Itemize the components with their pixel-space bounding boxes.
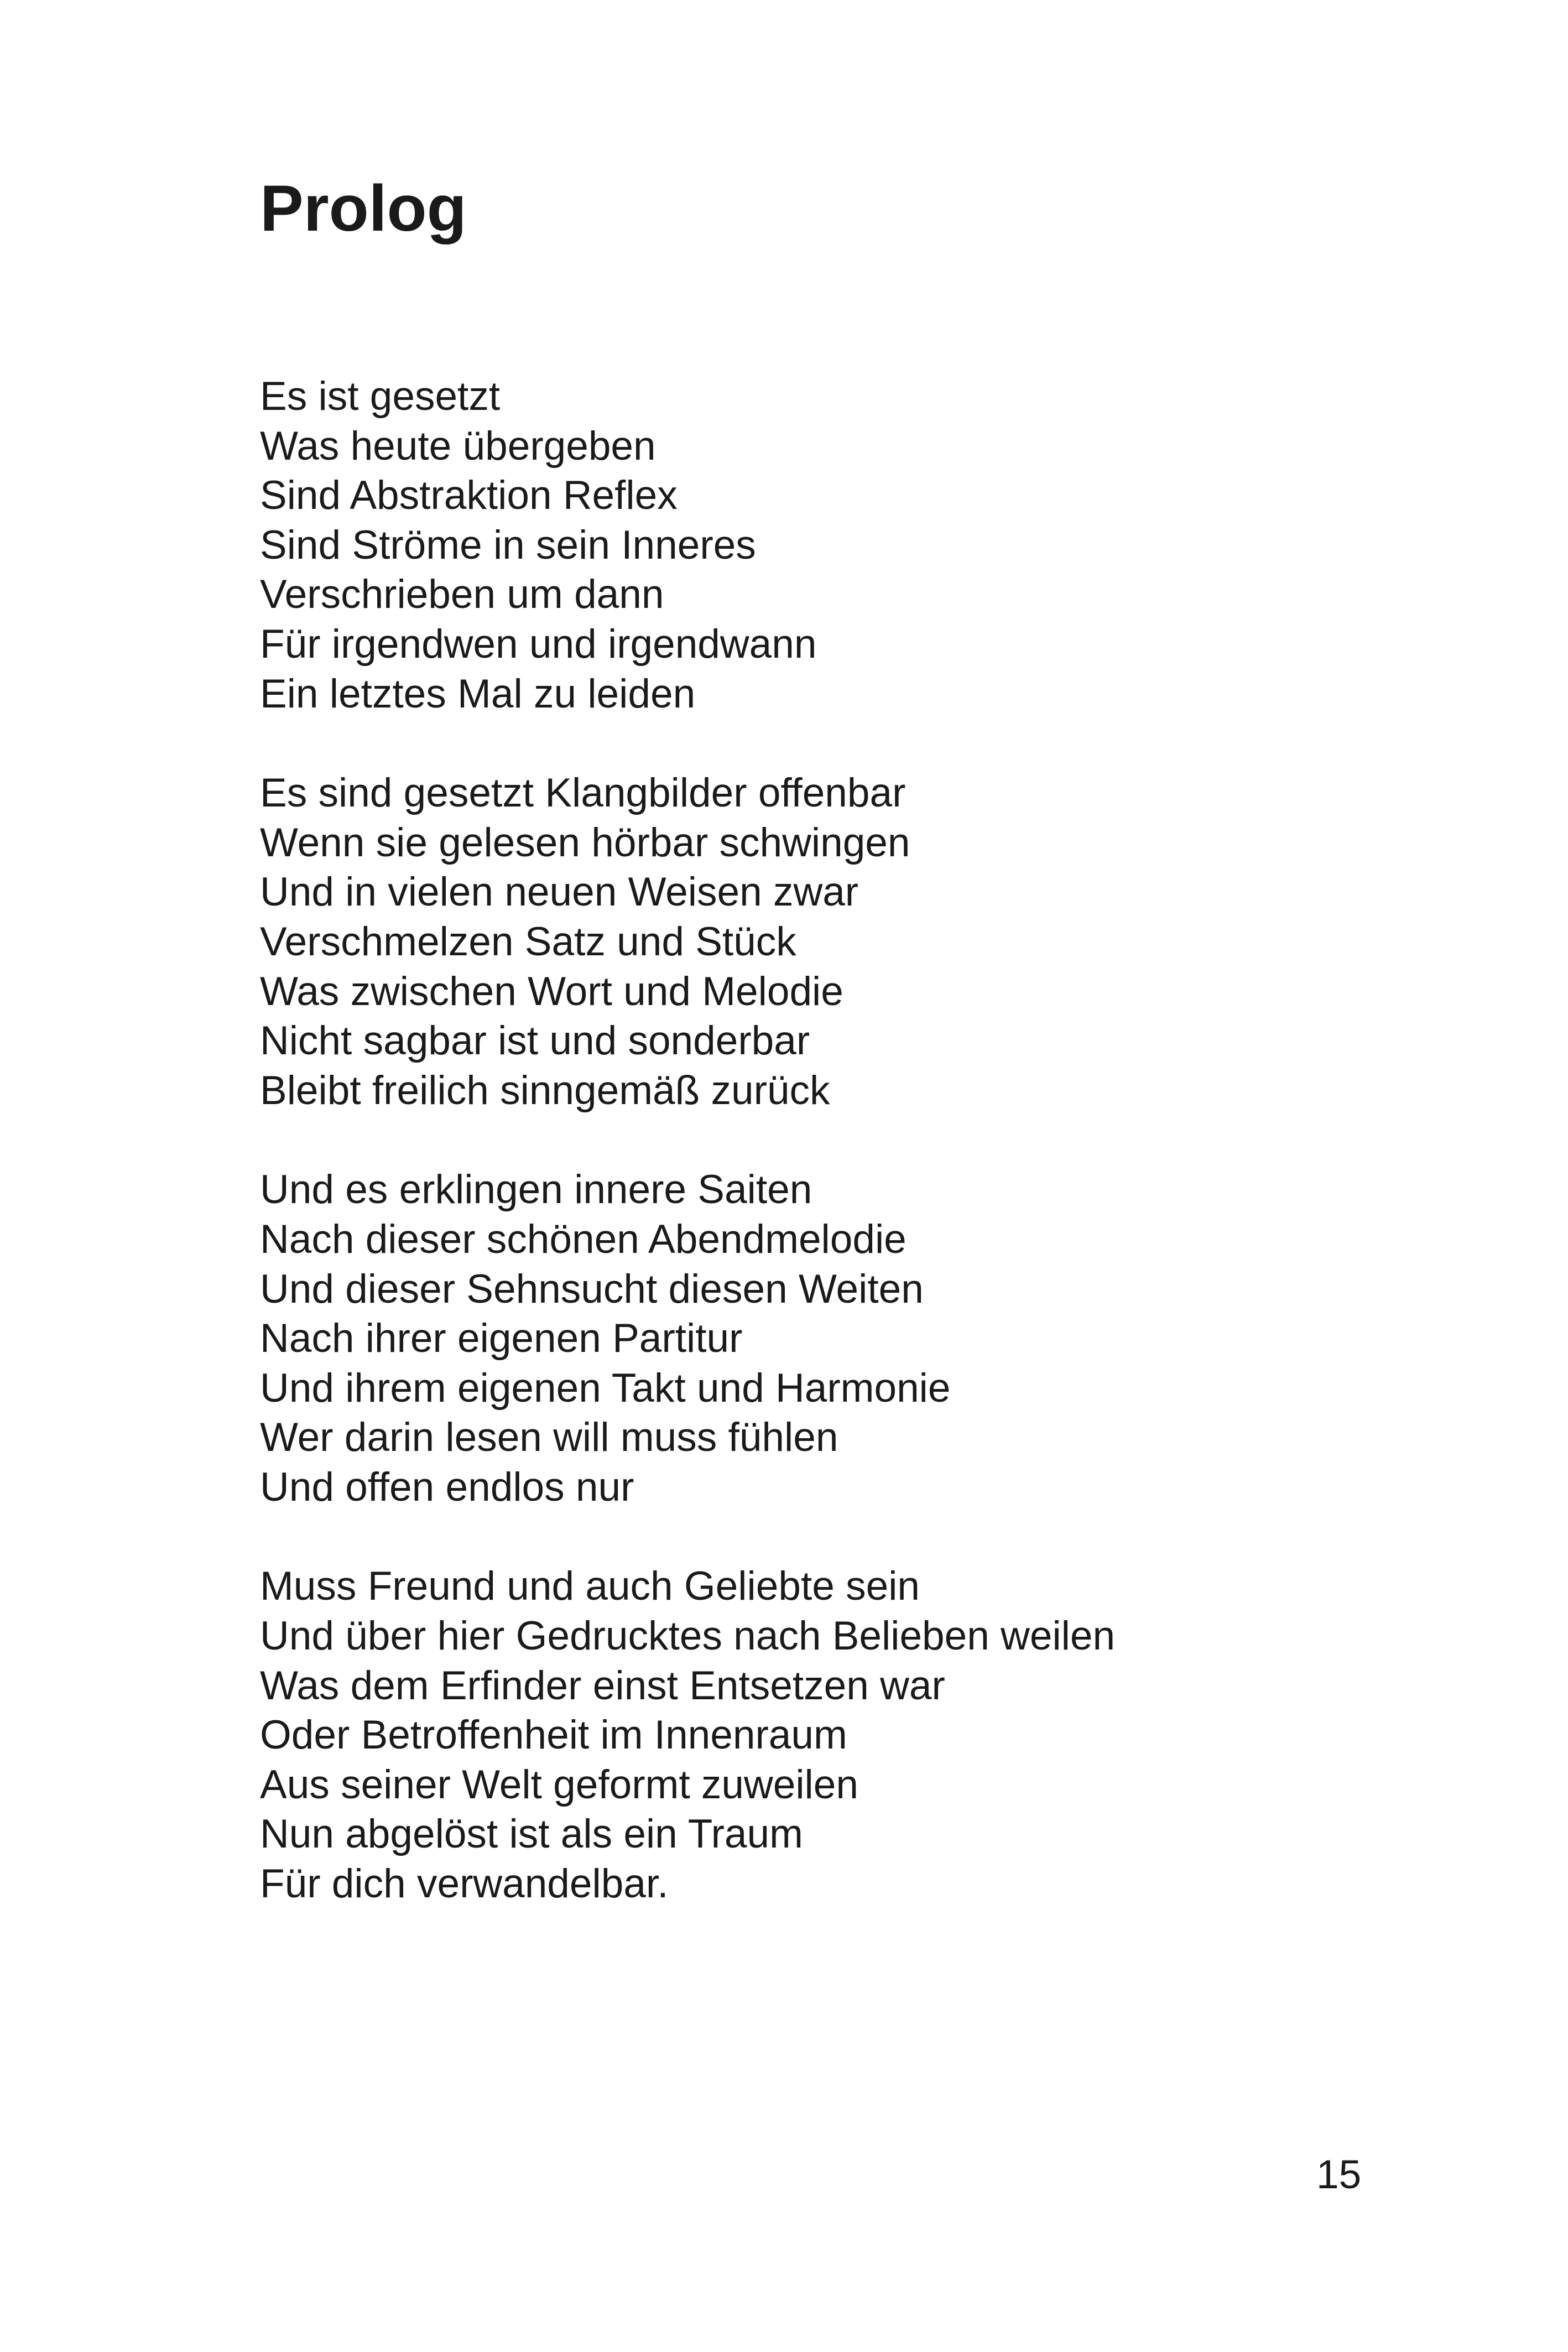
- poem-line: Sind Abstraktion Reflex: [260, 473, 678, 518]
- poem-line: Nun abgelöst ist als ein Traum: [260, 1812, 803, 1857]
- stanza-1: [260, 372, 1366, 719]
- poem-line: Nicht sagbar ist und sonderbar: [260, 1018, 810, 1064]
- poem-line: Wenn sie gelesen hörbar schwingen: [260, 820, 910, 865]
- poem-line: Wer darin lesen will muss fühlen: [260, 1415, 838, 1460]
- poem-line: Verschrieben um dann: [260, 572, 664, 617]
- page-number: 15: [1316, 2152, 1362, 2197]
- poem-line: Und über hier Gedrucktes nach Belieben weilen: [260, 1614, 1116, 1659]
- stanza-2: [260, 768, 1366, 1115]
- poem-line: Für irgendwen und irgendwann: [260, 621, 817, 667]
- page-title: Prolog: [260, 172, 467, 245]
- stanza-4: [260, 1562, 1366, 1908]
- poem-line: Und ihrem eigenen Takt und Harmonie: [260, 1365, 951, 1411]
- poem-line: Was zwischen Wort und Melodie: [260, 969, 843, 1014]
- poem-line: Muss Freund und auch Geliebte sein: [260, 1564, 920, 1609]
- poem-line: Nach dieser schönen Abendmelodie: [260, 1216, 907, 1262]
- poem-line: Bleibt freilich sinngemäß zurück: [260, 1068, 830, 1113]
- poem-line: Oder Betroffenheit im Innenraum: [260, 1713, 847, 1758]
- poem-line: Und dieser Sehnsucht diesen Weiten: [260, 1266, 924, 1312]
- poem-line: Aus seiner Welt geformt zuweilen: [260, 1762, 858, 1807]
- poem-line: Und in vielen neuen Weisen zwar: [260, 870, 859, 915]
- stanza-3: [260, 1165, 1366, 1512]
- poem-line: Verschmelzen Satz und Stück: [260, 919, 796, 964]
- poem-line: Sind Ströme in sein Inneres: [260, 522, 756, 568]
- poem-line: Was dem Erfinder einst Entsetzen war: [260, 1663, 945, 1708]
- poem-line: Was heute übergeben: [260, 423, 656, 469]
- poem-line: Und offen endlos nur: [260, 1464, 634, 1510]
- poem-line: Es ist gesetzt: [260, 374, 501, 419]
- poem-line: Es sind gesetzt Klangbilder offenbar: [260, 771, 906, 816]
- poem-line: Und es erklingen innere Saiten: [260, 1167, 812, 1213]
- poem-line: Ein letztes Mal zu leiden: [260, 671, 696, 716]
- poem: [260, 372, 1366, 1959]
- poem-line: Für dich verwandelbar.: [260, 1861, 669, 1907]
- poem-line: Nach ihrer eigenen Partitur: [260, 1316, 743, 1361]
